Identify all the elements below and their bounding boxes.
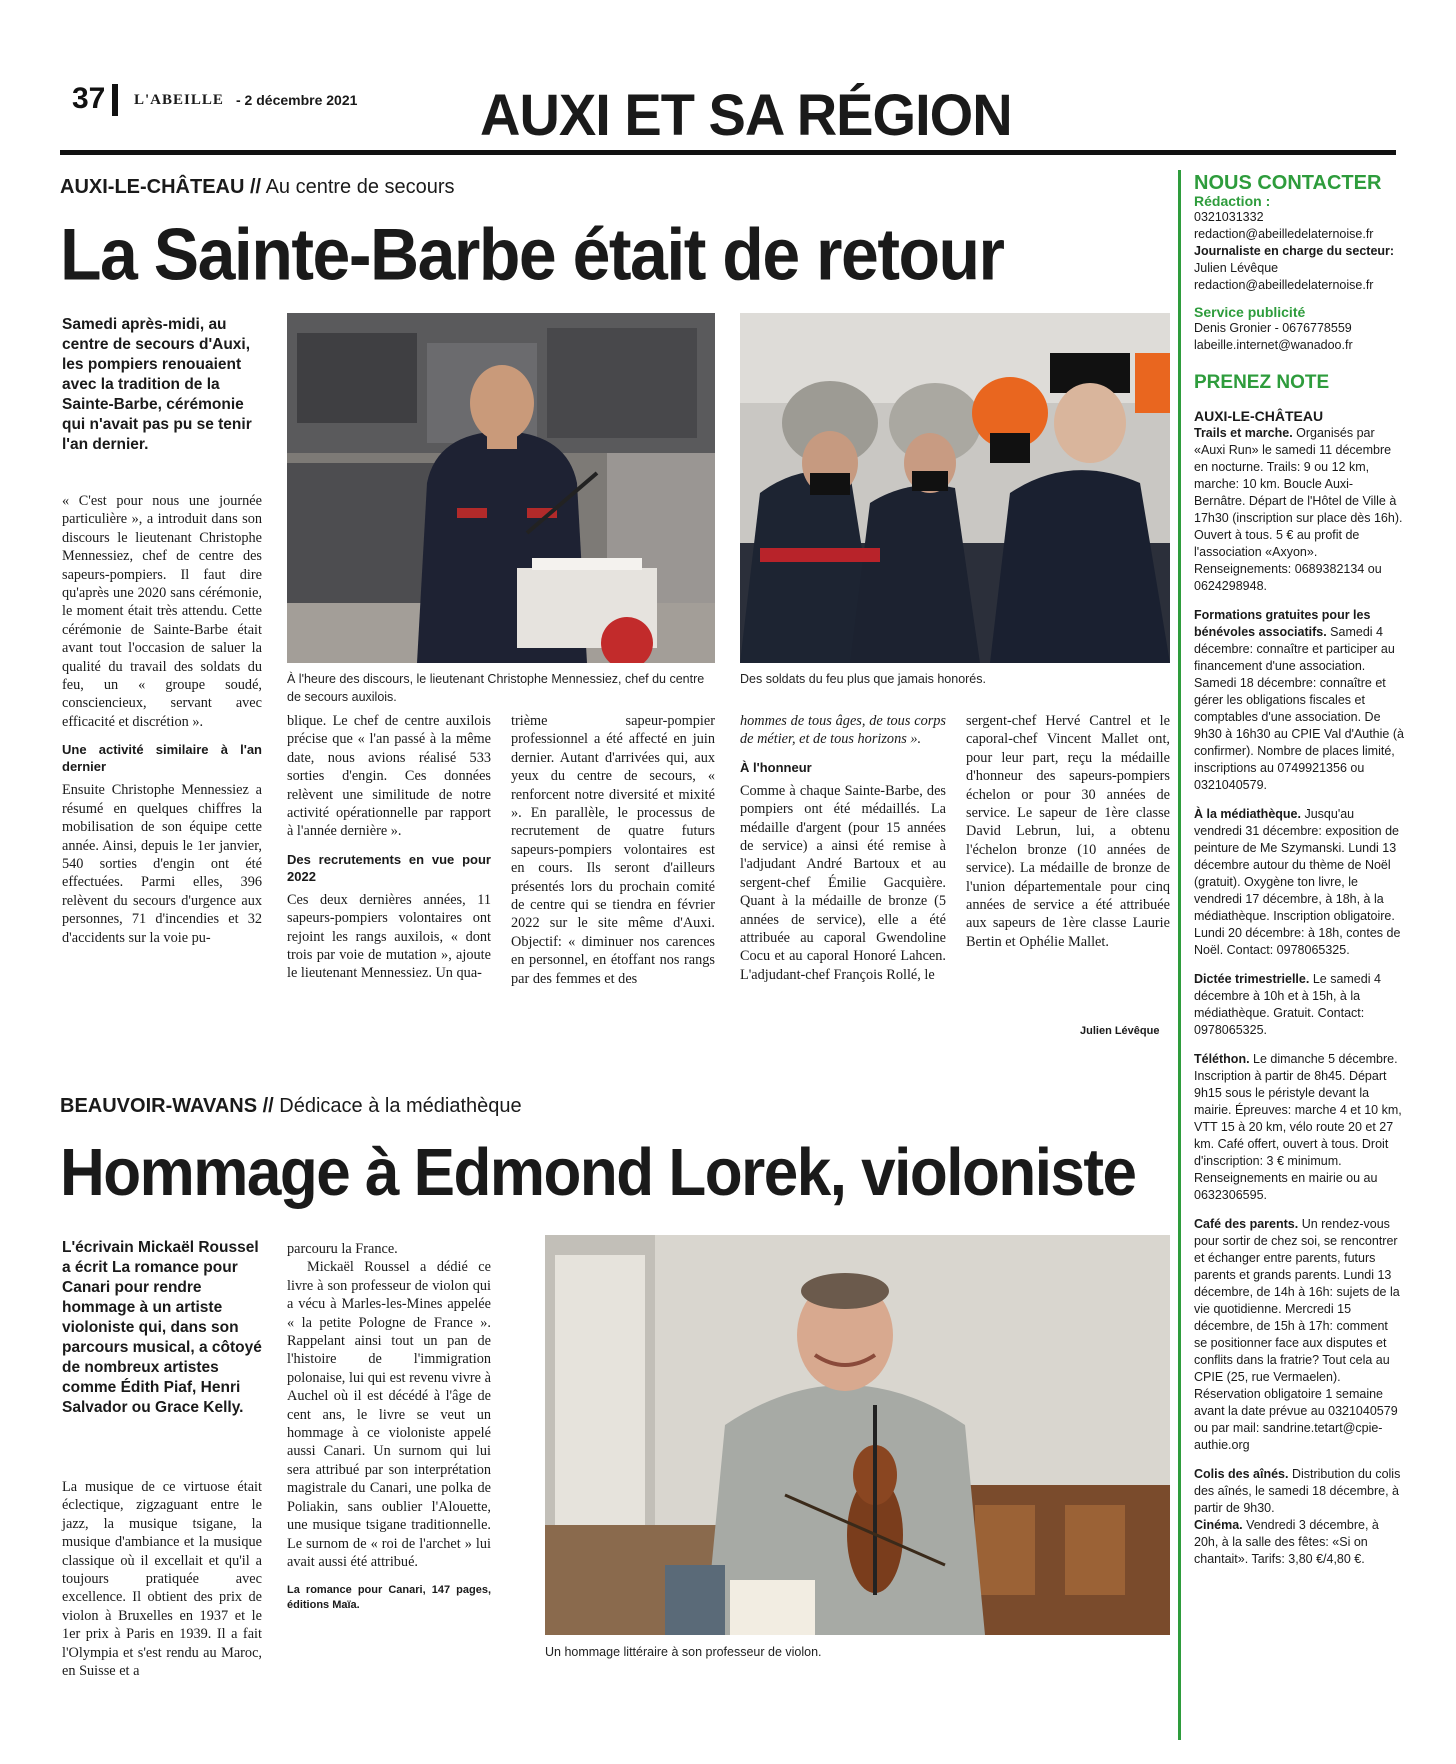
article2-caption: Un hommage littéraire à son professeur de violon.	[545, 1645, 822, 1659]
article1-column-1	[62, 492, 262, 957]
article1-col4-paragraph: hommes de tous âges, de tous corps de métier, et de tous horizons ».	[740, 713, 946, 748]
sidebar	[1194, 172, 1404, 1568]
sidebar-agenda-body: Jusqu'au vendredi 31 décembre: exposition de peinture de Me Szymanski. Lundi 13 décembre autour du thème de Noël (gratuit). Oxygène ton livre, le vendredi 17 décembre, à 18h, à la médiathèque. Inscription obligatoire. Lundi 20 décembre: à 18h, contes de Noël. Contact: 0978065325.	[1194, 807, 1401, 957]
sidebar-agenda-title: Téléthon.	[1194, 1052, 1250, 1066]
header-rule	[60, 150, 1396, 155]
article1-photo-speech	[287, 313, 715, 663]
sidebar-divider	[1178, 170, 1181, 1740]
article2-photo-author	[545, 1235, 1170, 1635]
page-number: 37	[72, 82, 106, 115]
sidebar-agenda-title: Dictée trimestrielle.	[1194, 972, 1310, 986]
sidebar-agenda-item	[1194, 425, 1404, 595]
article2-kicker-place: BEAUVOIR-WAVANS	[60, 1095, 258, 1117]
article1-subheading-2: Des recrutements en vue pour 2022	[287, 851, 491, 884]
sidebar-agenda-body: Samedi 4 décembre: connaître et participer au financement d'une association. Samedi 18 décembre: connaître et gérer les obligations fiscales et comptables d'une association. De 9h30 à 16h30 au CPIE Val d'Authie (à confirmer). Nombre de places limité, inscriptions au 0749921356 ou 0321040579.	[1194, 625, 1404, 792]
sidebar-agenda-title: Cinéma.	[1194, 1518, 1243, 1532]
article2-kicker-sep: //	[257, 1095, 274, 1117]
sidebar-agenda-text	[1194, 1517, 1404, 1568]
firefighter-officer-speech-photo	[287, 313, 715, 663]
sidebar-agenda-body: Le samedi 4 décembre à 10h et à 15h, à la médiathèque. Gratuit. Contact: 0978065325.	[1194, 972, 1381, 1037]
sidebar-journalist-name: Julien Lévêque	[1194, 261, 1279, 275]
sidebar-pub-label: Service publicité	[1194, 304, 1306, 320]
article1-col4-paragraph-2: Comme à chaque Sainte-Barbe, des pompiers ont été médaillés. La médaille d'argent (pour 15 années de service) a ainsi été remise à l'adjudant André Bartoux et au sergent-chef Émilie Gacquière. Quant à la médaille de bronze (5 années de service), elle a été attribuée au caporal Gwendoline Cocu et au caporal Honoré Lahcen. L'adjudant-chef François Rollé, le	[740, 782, 946, 983]
article1-photo-medals	[740, 313, 1170, 663]
sidebar-agenda-title: Trails et marche.	[1194, 426, 1293, 440]
article1-col1-paragraph: « C'est pour nous une journée particulière », a introduit dans son discours le lieutenant Christophe Mennessiez, chef de centre des sapeurs-pompiers. Il faut dire qu'après une 2020 sans cérémonie, le moment était très attendu. Cette cérémonie de Sainte-Barbe était avant tout l'occasion de saluer la qualité du travail des soldats du feu, un « groupe soudé, consciencieux, servant avec efficacité et discrétion ».	[62, 493, 262, 730]
article1-col2-paragraph-2: Ces deux dernières années, 11 sapeurs-pompiers volontaires ont rejoint les rangs auxilois, « dont trois par voie de mutation », ajoute le lieutenant Mennessiez. Un qua-	[287, 891, 491, 982]
article1-chapo: Samedi après-midi, au centre de secours d'Auxi, les pompiers renouaient avec la tradition de la Sainte-Barbe, cérémonie qui n'avait pas pu se tenir l'an dernier.	[62, 316, 252, 453]
article2-col1-paragraph: La musique de ce virtuose était éclectique, zigzaguant entre le jazz, la musique tsigane, la musique d'ambiance et la musique classique où il excellait et qu'il a toujours pratiquée avec excellence. Il obtient des prix de violon à Bruxelles en 1937 et le 1er prix à Paris en 1939. Il a fait l'Olympia et s'est rendu au Maroc, en Suisse et a	[62, 1479, 262, 1680]
article1-kicker-topic: Au centre de secours	[261, 176, 455, 198]
article1-column-4	[740, 712, 946, 994]
sidebar-agenda-body: Distribution du colis des aînés, le samedi 18 décembre, à partir de 9h30.	[1194, 1467, 1401, 1515]
sidebar-agenda-body: Un rendez-vous pour sortir de chez soi, se rencontrer et échanger entre parents, futurs parents et grands parents. Lundi 13 décembre, de 14h à 16h: sujets de la vie quotidienne. Mercredi 15 décembre, de 15h à 17h: comment se positionner face aux disputes et conflits dans la fratrie? Tout cela au CPIE (25, rue Vermaelen). Réservation obligatoire 1 semaine avant la date prévue au 0321040579 ou par mail: sandrine.tetart@cpie-authie.org	[1194, 1217, 1400, 1452]
sidebar-contact-title: NOUS CONTACTER	[1194, 172, 1382, 194]
article1-column-3	[511, 712, 715, 998]
sidebar-agenda-text	[1194, 425, 1404, 595]
article2-book-note: La romance pour Canari, 147 pages, éditions Maïa.	[287, 1584, 491, 1612]
header-divider-bar	[112, 84, 118, 116]
article1-kicker	[60, 176, 455, 199]
sidebar-items-list	[1194, 425, 1404, 1568]
article2-chapo: L'écrivain Mickaël Roussel a écrit La romance pour Canari pour rendre hommage à un artiste violoniste qui, dans son parcours musical, a côtoyé de nombreux artistes comme Édith Piaf, Henri Salvador ou Grace Kelly.	[62, 1239, 262, 1416]
sidebar-agenda-item	[1194, 1466, 1404, 1517]
sidebar-agenda-title: Formations gratuites pour les bénévoles associatifs.	[1194, 608, 1371, 639]
sidebar-town: AUXI-LE-CHÂTEAU	[1194, 408, 1324, 424]
article1-subheading-3: À l'honneur	[740, 759, 812, 775]
sidebar-agenda-title: Colis des aînés.	[1194, 1467, 1289, 1481]
sidebar-phone: 0321031332	[1194, 210, 1264, 224]
sidebar-agenda-text	[1194, 971, 1404, 1039]
sidebar-agenda-text	[1194, 1466, 1404, 1517]
sidebar-agenda-item	[1194, 1517, 1404, 1568]
sidebar-pub-contact: Denis Gronier - 0676778559	[1194, 321, 1352, 335]
article1-column-2	[287, 712, 491, 993]
article1-column-5	[966, 712, 1170, 961]
sidebar-redaction-label: Rédaction :	[1194, 193, 1271, 209]
firefighters-medal-ceremony-photo	[740, 313, 1170, 663]
sidebar-agenda-body: Le dimanche 5 décembre. Inscription à partir de 8h45. Départ 9h15 sous le péristyle devant la mairie. Épreuves: marche 4 et 10 km, VTT 15 à 20 km, vélo route 20 et 27 km. Café offert, ouvert à tous. Droit d'inscription: 3 € minimum. Renseignements en mairie ou au 0632306595.	[1194, 1052, 1402, 1202]
article2-col2-paragraph: parcouru la France.	[287, 1241, 398, 1257]
sidebar-agenda-body: Vendredi 3 décembre, à 20h, à la salle des fêtes: «Si on chantait». Tarifs: 3,80 €/4,80 €.	[1194, 1518, 1379, 1566]
article1-col5-paragraph: sergent-chef Hervé Cantrel et le caporal-chef Vincent Mallet ont, pour leur part, reçu la médaille d'honneur des sapeurs-pompiers échelon or pour 30 années de service. Le sapeur de 1ère classe David Lebrun, lui, a obtenu l'échelon bronze (10 années de service). La médaille de bronze de l'union départementale pour cinq années de service a été attribuée aux sapeurs de 1ère classe Laurie Bertin et Ophélie Mallet.	[966, 713, 1170, 950]
author-with-violin-photo	[545, 1235, 1170, 1635]
article2-col2-paragraph-2: Mickaël Roussel a dédié ce livre à son professeur de violon qui a vécu à Marles-les-Mines appelée « la petite Pologne de France ». Rappelant ainsi tout un pan de l'histoire de l'immigration polonaise, lui qui est revenu vivre à Auchel où il est décédé à l'âge de cent ans, le livre se veut un hommage à ce violoniste appelé aussi Canari. Un surnom qui lui sera attribué par son interprétation magistrale du Canari, une polka de Poliakin, sans oublier l'Alouette, une musique tsigane traditionnelle. Le surnom de « roi de l'archet » lui avait aussi été attribué.	[287, 1259, 491, 1570]
article1-col1-paragraph-2: Ensuite Christophe Mennessiez a résumé en quelques chiffres la mobilisation de son équipe cette année. Ainsi, depuis le 1er janvier, 540 sorties d'engin ont été effectuées. Parmi elles, 396 relèvent du secours d'urgence aux personnes, 71 d'incendies et 32 d'accidents sur la voie pu-	[62, 782, 262, 946]
article1-kicker-sep: //	[244, 176, 262, 198]
article1-signature: Julien Lévêque	[1080, 1025, 1160, 1037]
article2-kicker	[60, 1095, 522, 1118]
issue-date: - 2 décembre 2021	[236, 92, 358, 108]
article2-column-1	[62, 1478, 262, 1690]
sidebar-agenda-body: Organisés par «Auxi Run» le samedi 11 décembre en nocturne. Trails: 9 ou 12 km, marche: 10 km. Boucle Auxi-Bernâtre. Départ de l'Hôtel de Ville à 17h30 (inscription sur place dès 16h). Ouvert à tous. 5 € au profit de l'association «Axyon». Renseignements: 0689382134 ou 0624298948.	[1194, 426, 1403, 593]
sidebar-agenda-title: Café des parents.	[1194, 1217, 1299, 1231]
sidebar-agenda-text	[1194, 1051, 1404, 1204]
sidebar-agenda-item	[1194, 971, 1404, 1039]
sidebar-agenda-title: À la médiathèque.	[1194, 807, 1301, 821]
section-title: AUXI ET SA RÉGION	[480, 81, 1012, 148]
article1-kicker-place: AUXI-LE-CHÂTEAU	[60, 176, 245, 198]
sidebar-journalist-email: redaction@abeilledelaternoise.fr	[1194, 278, 1374, 292]
sidebar-journalist-label: Journaliste en charge du secteur:	[1194, 244, 1395, 258]
sidebar-agenda-item	[1194, 607, 1404, 794]
sidebar-agenda-text	[1194, 607, 1404, 794]
article2-column-2	[287, 1240, 491, 1613]
article1-caption-2: Des soldats du feu plus que jamais honorés.	[740, 672, 986, 686]
sidebar-agenda-text	[1194, 806, 1404, 959]
sidebar-email: redaction@abeilledelaternoise.fr	[1194, 227, 1374, 241]
article2-headline: Hommage à Edmond Lorek, violoniste	[60, 1135, 1136, 1211]
article2-kicker-topic: Dédicace à la médiathèque	[273, 1095, 522, 1117]
sidebar-agenda-item	[1194, 1216, 1404, 1454]
article1-subheading-1: Une activité similaire à l'an dernier	[62, 742, 262, 775]
newspaper-name: L'ABEILLE	[134, 92, 224, 108]
article1-col2-paragraph: blique. Le chef de centre auxilois précise que « l'an passé à la même date, nous avions réalisé 533 sorties d'engin. Ces données relèvent une similitude de notre activité opérationnelle par rapport à l'année dernière ».	[287, 713, 491, 840]
article1-col3-paragraph: trième sapeur-pompier professionnel a été affecté en juin dernier. Autant d'arrivées qui, aux yeux du centre de secours, « renforcent notre diversité et mixité ». En parallèle, le processus de recrutement de quatre futurs sapeurs-pompiers volontaires est en cours. Ils seront d'ailleurs présentés lors du prochain comité de centre qui se tiendra en février 2022 sur le site même d'Auxi. Objectif: « diminuer nos carences en personnel, en étoffant nos rangs par des femmes et des	[511, 713, 715, 987]
sidebar-agenda-item	[1194, 806, 1404, 959]
sidebar-pub-email: labeille.internet@wanadoo.fr	[1194, 338, 1353, 352]
sidebar-agenda-item	[1194, 1051, 1404, 1204]
sidebar-note-title: PRENEZ NOTE	[1194, 372, 1330, 393]
article1-headline: La Sainte-Barbe était de retour	[60, 213, 1004, 296]
sidebar-agenda-text	[1194, 1216, 1404, 1454]
article1-caption-1: À l'heure des discours, le lieutenant Christophe Mennessiez, chef du centre de secours auxilois.	[287, 672, 705, 704]
